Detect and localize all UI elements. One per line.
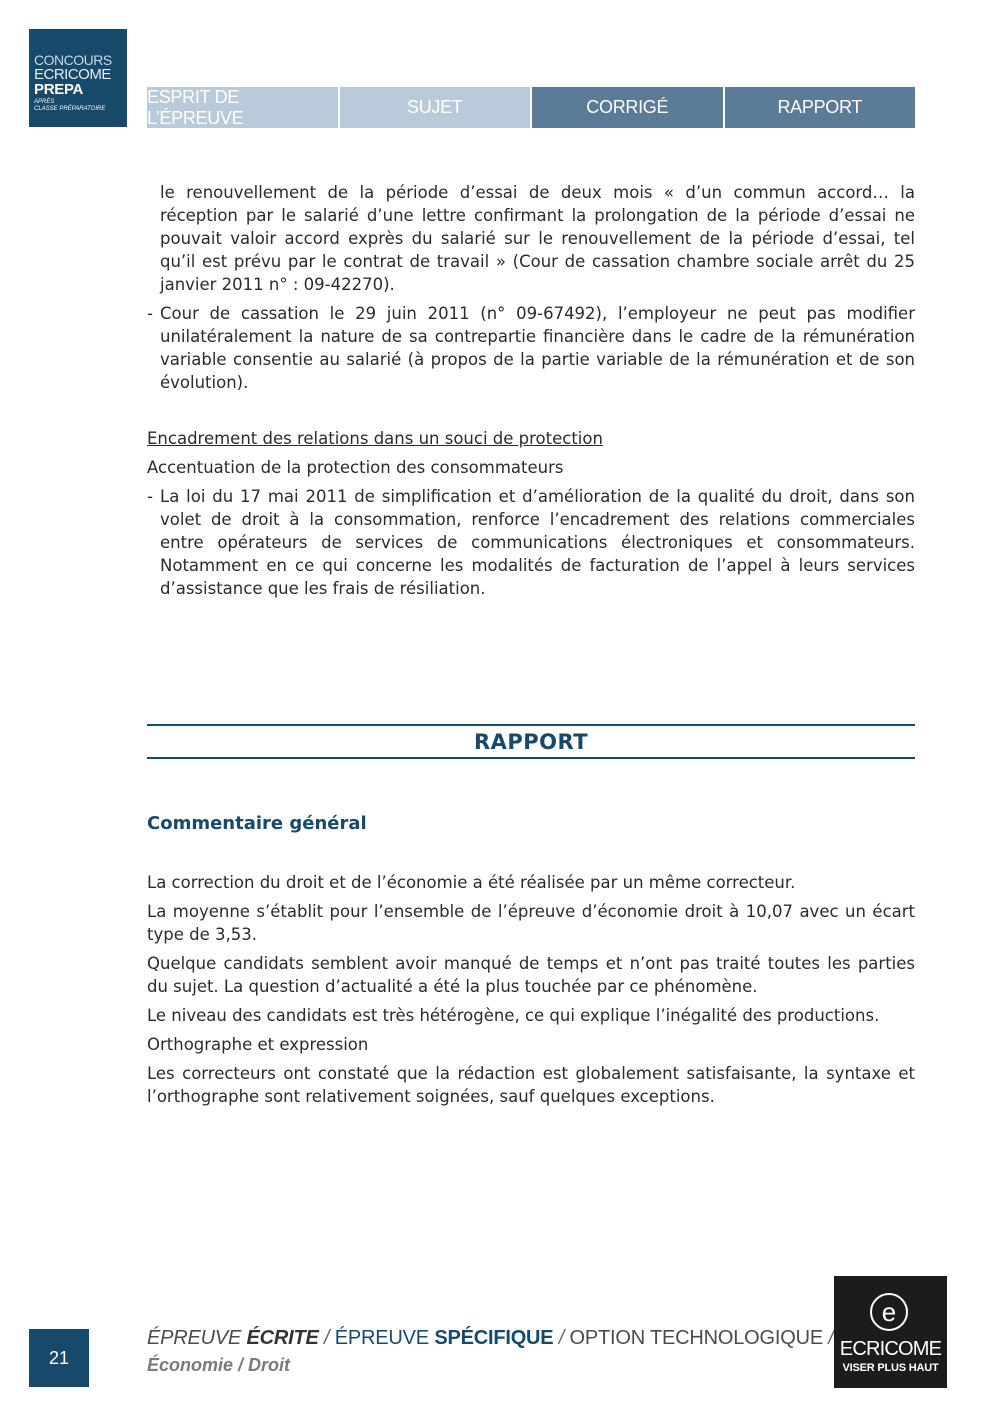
section-title: Commentaire général (147, 813, 367, 834)
rapport-title: RAPPORT (473, 730, 589, 754)
tab-rapport[interactable]: RAPPORT (725, 87, 916, 128)
footer-separator: / (822, 1327, 834, 1349)
logo-line-ecricome: ECRICOME (34, 66, 111, 83)
footer-option: OPTION TECHNOLOGIQUE (569, 1327, 823, 1349)
concours-logo (29, 29, 127, 127)
tab-esprit-epreuve[interactable]: ESPRIT DE L’ÉPREUVE (147, 87, 338, 128)
protection-section (147, 427, 915, 606)
footer-subject: Économie / Droit (147, 1355, 291, 1375)
logo-subtitle (34, 99, 127, 113)
ecricome-brand-logo (834, 1276, 947, 1388)
ecricome-e-icon: e (870, 1293, 908, 1331)
underlined-heading: Encadrement des relations dans un souci de protection (147, 429, 603, 448)
logo-sub-apres: APRÈS (34, 99, 55, 105)
logo-line-prepa: PREPA (34, 81, 84, 98)
tab-corrige[interactable]: CORRIGÉ (532, 87, 723, 128)
footer-specifique: SPÉCIFIQUE (434, 1327, 554, 1349)
tab-sujet[interactable]: SUJET (340, 87, 531, 128)
bullet-dash: - (147, 487, 153, 506)
logo-sub-classe: CLASSE PRÉPARATOIRE (34, 106, 106, 112)
rapport-paragraph: Le niveau des candidats est très hétérogène, ce qui explique l’inégalité des productions. (147, 1006, 880, 1025)
list-item (147, 302, 915, 394)
rapport-paragraph: La moyenne s’établit pour l’ensemble de l’épreuve d’économie droit à 10,07 avec un écart type de 3,53. (147, 902, 915, 944)
subheading: Accentuation de la protection des consommateurs (147, 458, 564, 477)
bullet-dash: - (147, 304, 153, 323)
logo-line-concours: CONCOURS (34, 52, 112, 68)
rapport-top-rule (147, 724, 915, 726)
rapport-paragraph: Quelque candidats semblent avoir manqué de temps et n’ont pas traité toutes les parties du sujet. La question d’actualité a été la plus touchée par ce phénomène. (147, 954, 915, 996)
rapport-paragraph: La correction du droit et de l’économie a été réalisée par un même correcteur. (147, 873, 796, 892)
brand-name: ECRICOME (839, 1338, 942, 1360)
footer-ecrite: ÉCRITE (246, 1327, 319, 1349)
brand-tagline: VISER PLUS HAUT (842, 1362, 939, 1374)
page-number: 21 (29, 1329, 89, 1387)
footer-separator: / (318, 1327, 335, 1349)
rapport-paragraph: Les correcteurs ont constaté que la rédaction est globalement satisfaisante, la syntaxe et l’orthographe sont relativement soignées, sauf quelques exceptions. (147, 1064, 915, 1106)
continuation-paragraph: le renouvellement de la période d’essai de deux mois « d’un commun accord… la réception par le salarié d’une lettre confirmant la prolongation de la période d’essai ne pouvait valoir accord exprès du salarié sur le renouvellement de la période d’essai, tel qu’il est prévu par le contrat de travail » (Cour de cassation chambre sociale arrêt du 25 janvier 2011 n° : 09-42270). (160, 183, 915, 294)
list-item (147, 485, 915, 600)
bullet-text: Cour de cassation le 29 juin 2011 (n° 09-67492), l’employeur ne peut pas modifier unilatéralement la nature de sa contrepartie financière dans le cadre de la rémunération variable consentie au salarié (à propos de la partie variable de la rémunération et de son évolution). (160, 304, 915, 392)
corrige-continuation (147, 181, 915, 400)
bullet-text: La loi du 17 mai 2011 de simplification et d’amélioration de la qualité du droit, dans son volet de droit à la consommation, renforce l’encadrement des relations commerciales entre opérateurs de services de communications électroniques et consommateurs. Notamment en ce qui concerne les modalités de facturation de l’appel à leurs services d’assistance que les frais de résiliation. (160, 487, 915, 598)
rapport-bottom-rule (147, 757, 915, 759)
rapport-body (147, 871, 915, 1114)
section-tabs (147, 87, 915, 128)
footer-epreuve: ÉPREUVE (147, 1327, 242, 1349)
footer-separator: / (553, 1327, 570, 1349)
rapport-paragraph: Orthographe et expression (147, 1035, 369, 1054)
footer-exam-type (147, 1327, 834, 1350)
footer-epreuve-2: ÉPREUVE (334, 1327, 429, 1349)
